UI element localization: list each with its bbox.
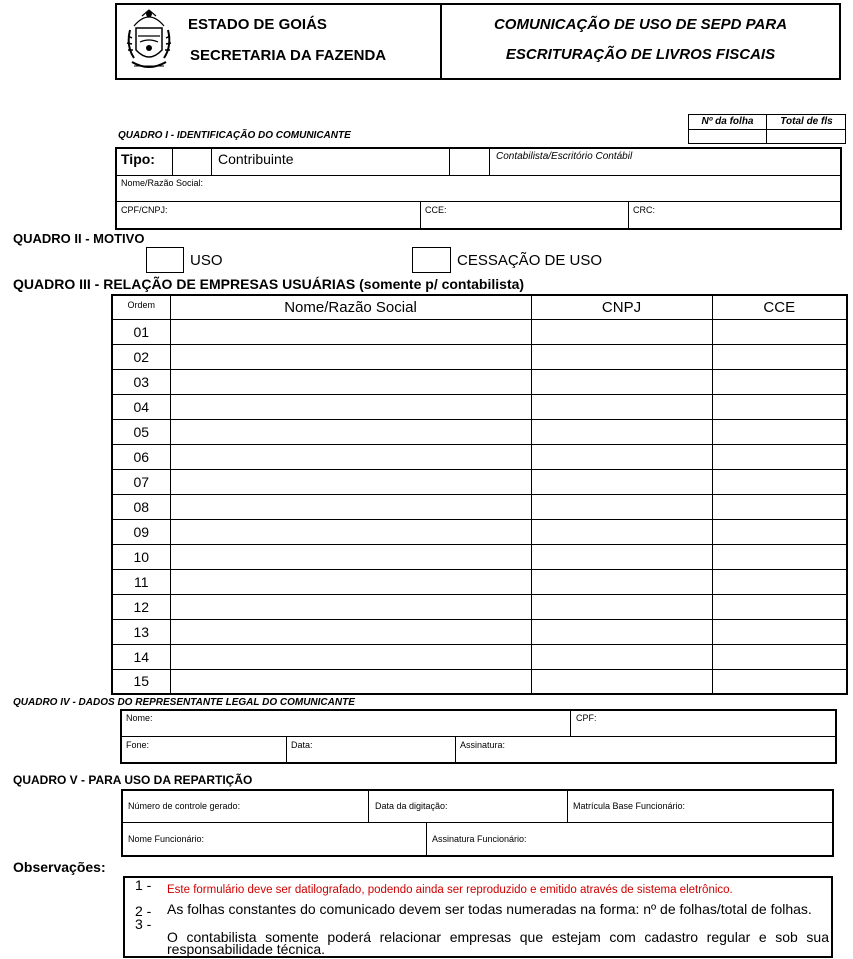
row-nome-field[interactable] <box>170 419 531 444</box>
obs-item-3-text: O contabilista somente poderá relacionar empresas que estejam com cadastro regular e sob sua responsabilidade técnica. <box>167 929 829 957</box>
assinatura-funcionario-label: Assinatura Funcionário: <box>432 834 527 844</box>
row-cnpj-field[interactable] <box>531 319 712 344</box>
row-ordem: 13 <box>112 619 170 644</box>
row-cce-field[interactable] <box>712 669 847 694</box>
quadro1-sep2 <box>211 147 212 175</box>
row-nome-field[interactable] <box>170 469 531 494</box>
rep-nome-field[interactable] <box>160 711 568 735</box>
row-nome-field[interactable] <box>170 619 531 644</box>
header-title-line1: COMUNICAÇÃO DE USO DE SEPD PARA <box>493 16 788 33</box>
row-cnpj-field[interactable] <box>531 419 712 444</box>
quadro5-sep1 <box>368 789 369 822</box>
table-header-row <box>112 295 847 319</box>
col-cce: CCE <box>712 295 847 319</box>
total-sheets-field[interactable] <box>767 130 845 143</box>
cce-label: CCE: <box>425 205 447 215</box>
table-row <box>112 669 847 694</box>
row-cce-field[interactable] <box>712 569 847 594</box>
table-row <box>112 494 847 519</box>
row-ordem: 07 <box>112 469 170 494</box>
row-cnpj-field[interactable] <box>531 544 712 569</box>
row-ordem: 14 <box>112 644 170 669</box>
goias-coat-of-arms-icon <box>124 6 174 76</box>
contabilista-label: Contabilista/Escritório Contábil <box>496 151 633 162</box>
row-cce-field[interactable] <box>712 444 847 469</box>
obs-item-2-num: 2 - <box>135 903 152 919</box>
col-ordem: Ordem <box>112 295 170 319</box>
quadro5-sep3 <box>426 822 427 857</box>
quadro4-sep1 <box>570 709 571 736</box>
table-row <box>112 594 847 619</box>
rep-cpf-field[interactable] <box>600 711 835 735</box>
row-nome-field[interactable] <box>170 344 531 369</box>
crc-label: CRC: <box>633 205 655 215</box>
row-nome-field[interactable] <box>170 644 531 669</box>
rep-fone-field[interactable] <box>156 738 284 762</box>
digitacao-field[interactable] <box>462 792 565 820</box>
sheet-number-field[interactable] <box>689 130 765 143</box>
row-cce-field[interactable] <box>712 494 847 519</box>
table-row <box>112 544 847 569</box>
header-title-line2: ESCRITURAÇÃO DE LIVROS FISCAIS <box>505 46 776 63</box>
contribuinte-checkbox[interactable] <box>173 148 211 175</box>
quadro5-title: QUADRO V - PARA USO DA REPARTIÇÃO <box>13 773 253 787</box>
funcionario-field[interactable] <box>218 824 424 855</box>
sheet-number-label: Nº da folha <box>701 116 754 127</box>
row-cnpj-field[interactable] <box>531 519 712 544</box>
table-row <box>112 344 847 369</box>
empresas-table <box>111 294 848 695</box>
controle-field[interactable] <box>262 792 366 820</box>
row-ordem: 03 <box>112 369 170 394</box>
observacoes-title: Observações: <box>13 859 106 875</box>
header-state: ESTADO DE GOIÁS <box>188 16 327 33</box>
rep-assinatura-label: Assinatura: <box>460 740 506 750</box>
row-cce-field[interactable] <box>712 644 847 669</box>
rep-data-label: Data: <box>291 740 313 750</box>
tipo-label: Tipo: <box>121 151 155 167</box>
quadro4-sep2 <box>286 736 287 764</box>
obs-item-1-text: Este formulário deve ser datilografado, podendo ainda ser reproduzido e emitido através de sistema eletrônico. <box>167 884 733 896</box>
row-cnpj-field[interactable] <box>531 344 712 369</box>
matricula-field[interactable] <box>708 792 832 820</box>
row-ordem: 12 <box>112 594 170 619</box>
table-row <box>112 644 847 669</box>
header-department: SECRETARIA DA FAZENDA <box>190 47 387 64</box>
cpf-cnpj-label: CPF/CNPJ: <box>121 205 168 215</box>
contribuinte-label: Contribuinte <box>218 151 294 167</box>
row-nome-field[interactable] <box>170 319 531 344</box>
cce-field[interactable] <box>450 202 626 228</box>
row-cce-field[interactable] <box>712 419 847 444</box>
row-nome-field[interactable] <box>170 544 531 569</box>
contabilista-checkbox[interactable] <box>450 148 489 175</box>
row-ordem: 05 <box>112 419 170 444</box>
row-ordem: 09 <box>112 519 170 544</box>
obs-item-1-num: 1 - <box>135 877 152 893</box>
rep-assinatura-field[interactable] <box>518 738 835 762</box>
row-nome-field[interactable] <box>170 594 531 619</box>
row-cce-field[interactable] <box>712 469 847 494</box>
row-cce-field[interactable] <box>712 544 847 569</box>
row-nome-field[interactable] <box>170 569 531 594</box>
row-ordem: 01 <box>112 319 170 344</box>
col-cnpj: CNPJ <box>531 295 712 319</box>
row-nome-field[interactable] <box>170 669 531 694</box>
row-cnpj-field[interactable] <box>531 369 712 394</box>
row-ordem: 04 <box>112 394 170 419</box>
row-cnpj-field[interactable] <box>531 619 712 644</box>
row-cnpj-field[interactable] <box>531 469 712 494</box>
row-nome-field[interactable] <box>170 394 531 419</box>
quadro1-sep5 <box>420 201 421 230</box>
row-cce-field[interactable] <box>712 344 847 369</box>
rep-nome-label: Nome: <box>126 713 153 723</box>
table-row <box>112 519 847 544</box>
table-row <box>112 444 847 469</box>
header-box <box>115 3 841 80</box>
row-cnpj-field[interactable] <box>531 569 712 594</box>
row-nome-field[interactable] <box>170 369 531 394</box>
row-nome-field[interactable] <box>170 519 531 544</box>
matricula-label: Matrícula Base Funcionário: <box>573 801 686 811</box>
quadro5-row-line <box>121 822 834 823</box>
obs-item-2-text: As folhas constantes do comunicado devem ser todas numeradas na forma: nº de folhas/total de folhas. <box>167 901 812 917</box>
quadro4-row-line <box>120 736 837 737</box>
row-nome-field[interactable] <box>170 494 531 519</box>
row-nome-field[interactable] <box>170 444 531 469</box>
row-cnpj-field[interactable] <box>531 394 712 419</box>
table-row <box>112 394 847 419</box>
table-row <box>112 419 847 444</box>
row-cce-field[interactable] <box>712 519 847 544</box>
crc-field[interactable] <box>660 202 840 228</box>
row-cnpj-field[interactable] <box>531 644 712 669</box>
quadro4-title: QUADRO IV - DADOS DO REPRESENTANTE LEGAL DO COMUNICANTE <box>13 697 355 708</box>
row-cnpj-field[interactable] <box>531 669 712 694</box>
row-cce-field[interactable] <box>712 619 847 644</box>
table-row <box>112 619 847 644</box>
uso-checkbox[interactable] <box>146 247 184 273</box>
row-ordem: 15 <box>112 669 170 694</box>
table-row <box>112 469 847 494</box>
nome-razao-label: Nome/Razão Social: <box>121 178 204 188</box>
row-cnpj-field[interactable] <box>531 594 712 619</box>
row-cce-field[interactable] <box>712 394 847 419</box>
rep-cpf-label: CPF: <box>576 713 597 723</box>
quadro3-title: QUADRO III - RELAÇÃO DE EMPRESAS USUÁRIAS (somente p/ contabilista) <box>13 276 525 292</box>
row-cnpj-field[interactable] <box>531 444 712 469</box>
row-ordem: 02 <box>112 344 170 369</box>
assinatura-funcionario-field[interactable] <box>548 824 832 855</box>
cpf-cnpj-field[interactable] <box>170 202 418 228</box>
controle-label: Número de controle gerado: <box>128 801 241 811</box>
row-cce-field[interactable] <box>712 369 847 394</box>
quadro4-sep3 <box>455 736 456 764</box>
quadro5-sep2 <box>567 789 568 822</box>
obs-item-3-num: 3 - <box>135 916 152 932</box>
rep-fone-label: Fone: <box>126 740 150 750</box>
cessacao-checkbox[interactable] <box>412 247 451 273</box>
row-ordem: 06 <box>112 444 170 469</box>
table-row <box>112 569 847 594</box>
col-nome: Nome/Razão Social <box>170 295 531 319</box>
row-cce-field[interactable] <box>712 594 847 619</box>
rep-data-field[interactable] <box>318 738 453 762</box>
row-cnpj-field[interactable] <box>531 494 712 519</box>
row-cce-field[interactable] <box>712 319 847 344</box>
quadro2-title: QUADRO II - MOTIVO <box>13 231 145 246</box>
total-sheets-label: Total de fls <box>780 116 833 127</box>
cessacao-label: CESSAÇÃO DE USO <box>457 252 603 269</box>
nome-razao-field[interactable] <box>220 176 840 200</box>
row-ordem: 10 <box>112 544 170 569</box>
table-row <box>112 319 847 344</box>
digitacao-label: Data da digitação: <box>375 801 448 811</box>
uso-label: USO <box>190 252 223 269</box>
header-divider <box>440 3 442 80</box>
quadro1-sep4 <box>489 147 490 175</box>
row-ordem: 08 <box>112 494 170 519</box>
quadro1-title: QUADRO I - IDENTIFICAÇÃO DO COMUNICANTE <box>118 130 351 141</box>
row-ordem: 11 <box>112 569 170 594</box>
funcionario-label: Nome Funcionário: <box>128 834 205 844</box>
table-row <box>112 369 847 394</box>
quadro1-sep6 <box>628 201 629 230</box>
